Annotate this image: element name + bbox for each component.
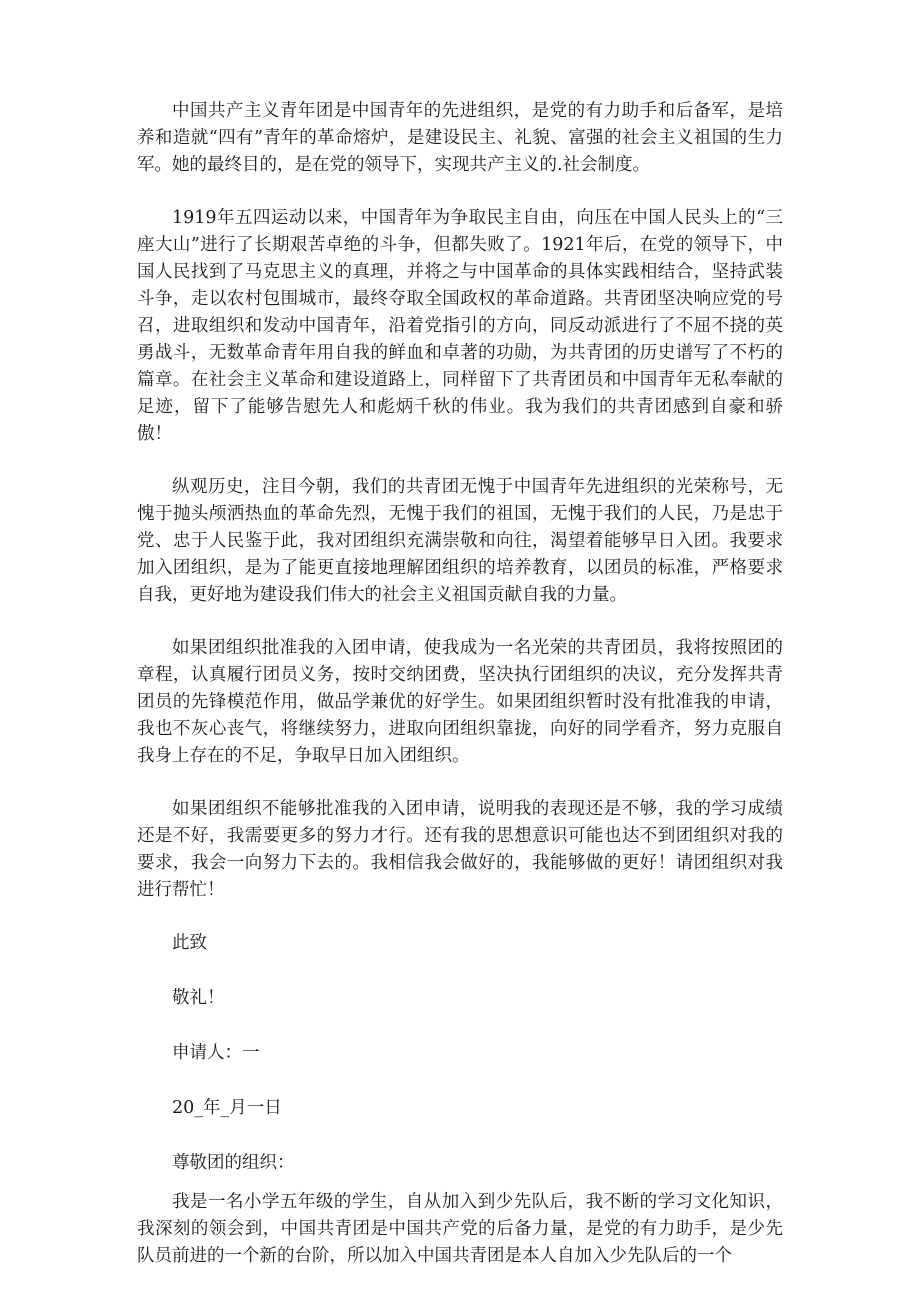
paragraph-resolve: 如果团组织不能够批准我的入团申请，说明我的表现还是不够，我的学习成绩还是不好，我需要更多的努力才行。还有我的思想意识可能也达不到团组织对我的要求，我会一向努力下去的。我相信我会做好的，我能够做的更好！请团组织对我进行帮忙！ (137, 799, 783, 900)
paragraph-final: 我是一名小学五年级的学生，自从加入到少先队后，我不断的学习文化知识，我深刻的领会到，中国共青团是中国共产党的后备力量，是党的有力助手，是少先队员前进的一个新的台阶，所以加入中国共青团是本人自加入少先队后的一个 (137, 1192, 783, 1266)
document-page (137, 98, 783, 1296)
closing-line: 此致 (172, 933, 207, 953)
date-line: 20_年_月一日 (172, 1098, 282, 1118)
paragraph-reflection: 纵观历史，注目今朝，我们的共青团无愧于中国青年先进组织的光荣称号，无愧于抛头颅洒热血的革命先烈，无愧于我们的祖国，无愧于我们的人民，乃是忠于党、忠于人民鉴于此，我对团组织充满崇敬和向往，渴望着能够早日入团。我要求加入团组织，是为了能更直接地理解团组织的培养教育，以团员的标准，严格要求自我，更好地为建设我们伟大的社会主义祖国贡献自我的力量。 (137, 477, 783, 605)
paragraph-commitment: 如果团组织批准我的入团申请，使我成为一名光荣的共青团员，我将按照团的章程，认真履行团员义务，按时交纳团费，坚决执行团组织的决议，充分发挥共青团员的先锋模范作用，做品学兼优的好学生。如果团组织暂时没有批准我的申请，我也不灰心丧气，将继续努力，进取向团组织靠拢，向好的同学看齐，努力克服自我身上存在的不足，争取早日加入团组织。 (137, 638, 783, 766)
applicant-line: 申请人：一 (172, 1043, 260, 1063)
greeting-line: 尊敬团的组织： (172, 1153, 295, 1173)
paragraph-intro: 中国共产主义青年团是中国青年的先进组织，是党的有力助手和后备军，是培养和造就“四有”青年的革命熔炉，是建设民主、礼貌、富强的社会主义祖国的生力军。她的最终目的，是在党的领导下，实现共产主义的.社会制度。 (137, 101, 783, 175)
paragraph-history: 1919年五四运动以来，中国青年为争取民主自由，向压在中国人民头上的“三座大山”进行了长期艰苦卓绝的斗争，但都失败了。1921年后，在党的领导下，中国人民找到了马克思主义的真理，并将之与中国革命的具体实践相结合，坚持武装斗争，走以农村包围城市，最终夺取全国政权的革命道路。共青团坚决响应党的号召，进取组织和发动中国青年，沿着党指引的方向，同反动派进行了不屈不挠的英勇战斗，无数革命青年用自我的鲜血和卓著的功勋，为共青团的历史谱写了不朽的篇章。在社会主义革命和建设道路上，同样留下了共青团员和中国青年无私奉献的足迹，留下了能够告慰先人和彪炳千秋的伟业。我为我们的共青团感到自豪和骄傲！ (137, 208, 783, 444)
salute-line: 敬礼！ (172, 988, 225, 1008)
